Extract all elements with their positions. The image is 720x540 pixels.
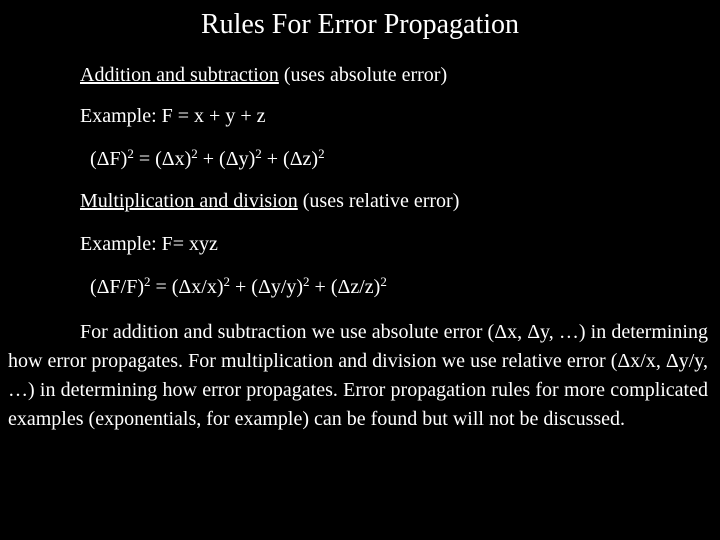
slide-title: Rules For Error Propagation: [200, 9, 520, 40]
eq-term: = (Δx): [133, 148, 192, 170]
eq-term: (ΔF): [90, 148, 128, 170]
multiplication-heading-underlined: Multiplication and division: [80, 190, 298, 212]
eq-exponent: 2: [143, 274, 151, 289]
eq-exponent: 2: [318, 146, 325, 161]
addition-heading: [80, 63, 447, 87]
multiplication-equation: [90, 275, 387, 299]
eq-term: + (Δz/z): [309, 276, 381, 298]
addition-heading-rest: (uses absolute error): [278, 64, 448, 86]
multiplication-heading-rest: (uses relative error): [297, 190, 460, 212]
multiplication-example: Example: F= xyz: [80, 233, 218, 255]
addition-equation: [90, 147, 325, 171]
eq-term: (ΔF/F): [90, 276, 144, 298]
eq-exponent: 2: [303, 274, 310, 289]
eq-exponent: 2: [127, 146, 134, 161]
eq-exponent: 2: [191, 146, 198, 161]
eq-exponent: 2: [380, 274, 387, 289]
eq-exponent: 2: [255, 146, 262, 161]
eq-term: + (Δy): [197, 148, 256, 170]
addition-example: Example: F = x + y + z: [80, 105, 266, 127]
eq-term: + (Δy/y): [230, 276, 304, 298]
multiplication-heading: [80, 189, 459, 213]
summary-paragraph: For addition and subtraction we use absolute error (Δx, Δy, …) in determining how error propagates. For multiplication and division we use relative error (Δx/x, Δy/y, …) in determining how error propagates. Error propagation rules for more complicated examples (exponentials, for example) can be found but will not be discussed.: [8, 321, 708, 430]
eq-term: + (Δz): [261, 148, 319, 170]
eq-exponent: 2: [223, 274, 231, 289]
addition-heading-underlined: Addition and subtraction: [80, 64, 279, 86]
eq-term: = (Δx/x): [150, 276, 224, 298]
